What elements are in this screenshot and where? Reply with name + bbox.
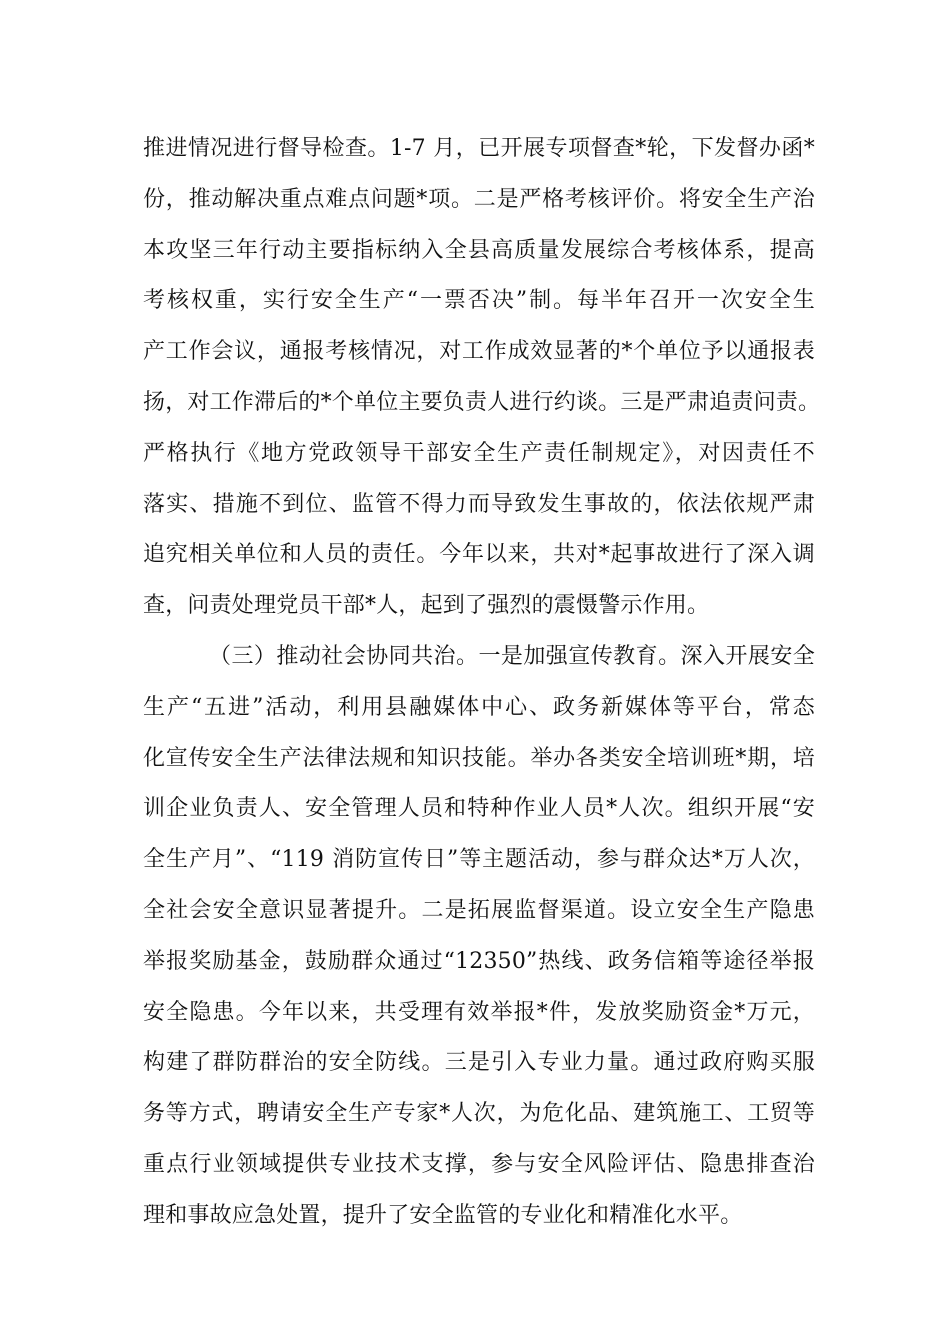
paragraph-line: 安全隐患。今年以来，共受理有效举报*件，发放奖励资金*万元， — [143, 999, 815, 1025]
paragraph-line: 理和事故应急处置，提升了安全监管的专业化和精准化水平。 — [143, 1202, 743, 1228]
paragraph-line: 严格执行《地方党政领导干部安全生产责任制规定》，对因责任不 — [143, 440, 815, 466]
paragraph-line: 追究相关单位和人员的责任。今年以来，共对*起事故进行了深入调 — [143, 542, 815, 568]
paragraph-line: 份，推动解决重点难点问题*项。二是严格考核评价。将安全生产治 — [143, 186, 815, 212]
paragraph-line: 考核权重，实行安全生产“一票否决”制。每半年召开一次安全生 — [143, 288, 815, 314]
paragraph-line: 训企业负责人、安全管理人员和特种作业人员*人次。组织开展“安 — [143, 796, 815, 822]
paragraph-line: 重点行业领域提供专业技术支撑，参与安全风险评估、隐患排查治 — [143, 1151, 815, 1177]
paragraph-line: 化宣传安全生产法律法规和知识技能。举办各类安全培训班*期，培 — [143, 745, 815, 771]
paragraph-line: 落实、措施不到位、监管不得力而导致发生事故的，依法依规严肃 — [143, 491, 815, 517]
document-body — [143, 124, 821, 1242]
paragraph-line: 产工作会议，通报考核情况，对工作成效显著的*个单位予以通报表 — [143, 339, 815, 365]
paragraph-line: 全生产月”、“119 消防宣传日”等主题活动，参与群众达*万人次， — [143, 847, 815, 873]
paragraph-line: 务等方式，聘请安全生产专家*人次，为危化品、建筑施工、工贸等 — [143, 1101, 815, 1127]
paragraph-line: 生产“五进”活动，利用县融媒体中心、政务新媒体等平台，常态 — [143, 694, 815, 720]
paragraph-line: 举报奖励基金，鼓励群众通过“12350”热线、政务信箱等途径举报 — [143, 948, 815, 974]
paragraph-line: 推进情况进行督导检查。1-7 月，已开展专项督查*轮，下发督办函* — [143, 136, 815, 161]
paragraph-2 — [143, 632, 815, 1242]
paragraph-1 — [143, 124, 821, 632]
paragraph-line: 扬，对工作滞后的*个单位主要负责人进行约谈。三是严肃追责问责。 — [143, 389, 821, 415]
paragraph-line: 构建了群防群治的安全防线。三是引入专业力量。通过政府购买服 — [143, 1050, 815, 1076]
paragraph-heading-line: （三）推动社会协同共治。一是加强宣传教育。深入开展安全 — [209, 643, 815, 669]
paragraph-line: 本攻坚三年行动主要指标纳入全县高质量发展综合考核体系，提高 — [143, 237, 815, 263]
paragraph-line: 全社会安全意识显著提升。二是拓展监督渠道。设立安全生产隐患 — [143, 897, 815, 923]
paragraph-line: 查，问责处理党员干部*人，起到了强烈的震慑警示作用。 — [143, 593, 710, 619]
